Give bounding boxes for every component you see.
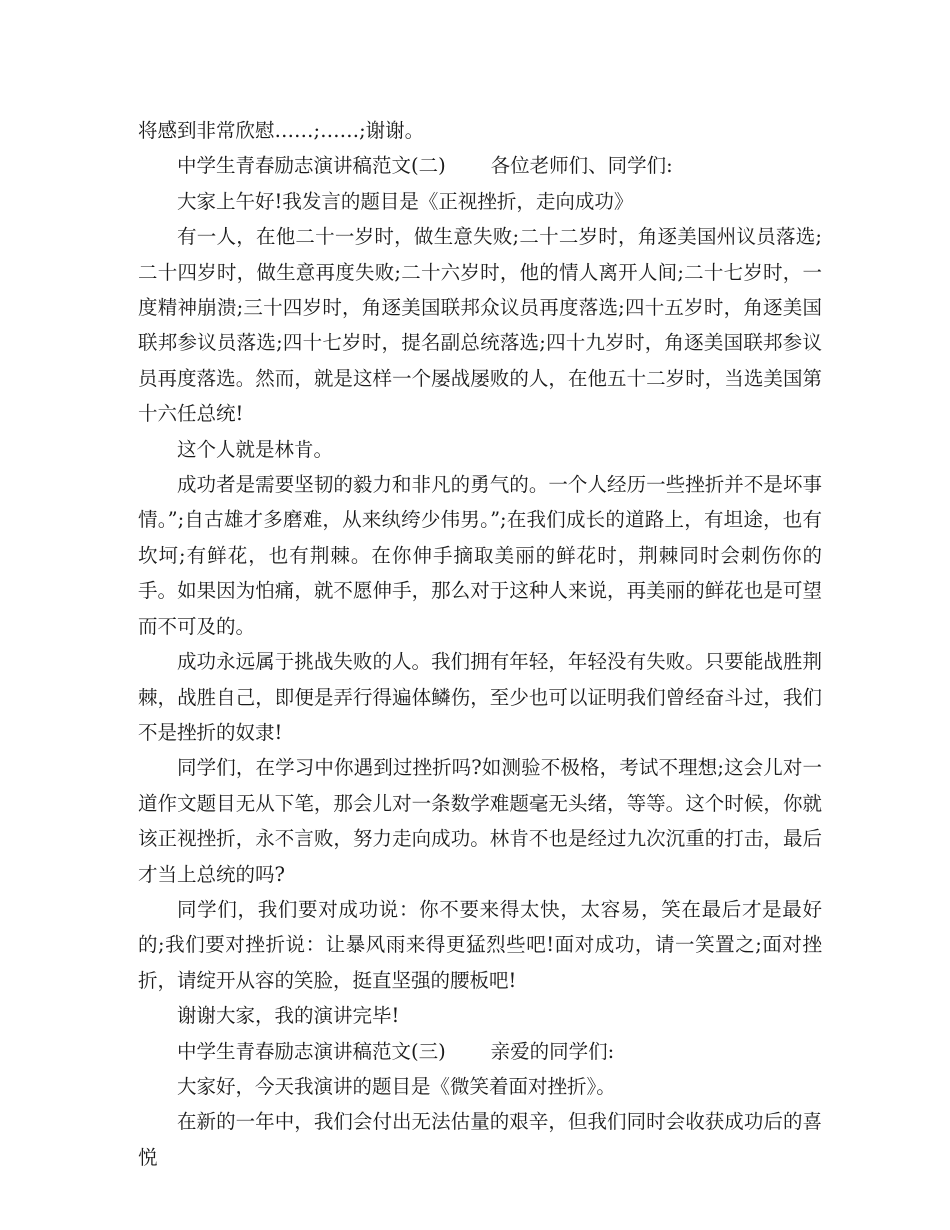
salutation: 各位老师们、同学们:: [490, 154, 673, 178]
paragraph: 大家上午好!我发言的题目是《正视挫折，走向成功》: [177, 189, 634, 213]
paragraph: 在新的一年中，我们会付出无法估量的艰辛，但我们同时会收获成功后的喜悦: [138, 1110, 822, 1169]
paragraph: 这个人就是林肯。: [177, 437, 334, 461]
paragraph: 同学们，我们要对成功说：你不要来得太快，太容易，笑在最后才是最好的;我们要对挫折说：让暴风雨来得更猛烈些吧!面对成功，请一笑置之;面对挫折，请绽开从容的笑脸，挺直坚强的腰板吧!: [138, 897, 822, 992]
section-heading-line: [138, 1034, 822, 1069]
paragraph: 将感到非常欣慰……;……;谢谢。: [138, 119, 425, 142]
paragraph: 谢谢大家，我的演讲完毕!: [177, 1004, 400, 1028]
paragraph: 大家好，今天我演讲的题目是《微笑着面对挫折》。: [177, 1074, 616, 1098]
document-body: [138, 113, 822, 1175]
salutation: 亲爱的同学们:: [490, 1039, 615, 1063]
section-heading-line: [138, 148, 822, 183]
section-title: 中学生青春励志演讲稿范文(二): [177, 154, 446, 178]
paragraph: 成功永远属于挑战失败的人。我们拥有年轻，年轻没有失败。只要能战胜荆棘，战胜自己，即便是弄行得遍体鳞伤，至少也可以证明我们曾经奋斗过，我们不是挫折的奴隶!: [138, 650, 822, 744]
paragraph: 有一人，在他二十一岁时，做生意失败;二十二岁时，角逐美国州议员落选;二十四岁时，做生意再度失败;二十六岁时，他的情人离开人间;二十七岁时，一度精神崩溃;三十四岁时，角逐美国联邦众议员再度落选;四十五岁时，角逐美国联邦参议员落选;四十七岁时，提名副总统落选;四十九岁时，角逐美国联邦参议员再度落选。然而，就是这样一个屡战屡败的人，在他五十二岁时，当选美国第十六任总统!: [138, 225, 822, 426]
paragraph: 同学们，在学习中你遇到过挫折吗?如测验不极格，考试不理想;这会儿对一道作文题目无从下笔，那会儿对一条数学难题毫无头绪，等等。这个时候，你就该正视挫折，永不言败，努力走向成功。林肯不也是经过九次沉重的打击，最后才当上总统的吗?: [138, 756, 822, 886]
paragraph: 成功者是需要坚韧的毅力和非凡的勇气的。一个人经历一些挫折并不是坏事情。”;自古雄才多磨难，从来纨绔少伟男。”;在我们成长的道路上，有坦途，也有坎坷;有鲜花，也有荆棘。在你伸手摘取美丽的鲜花时，荆棘同时会刺伤你的手。如果因为怕痛，就不愿伸手，那么对于这种人来说，再美丽的鲜花也是可望而不可及的。: [138, 473, 822, 638]
section-title: 中学生青春励志演讲稿范文(三): [177, 1039, 446, 1063]
